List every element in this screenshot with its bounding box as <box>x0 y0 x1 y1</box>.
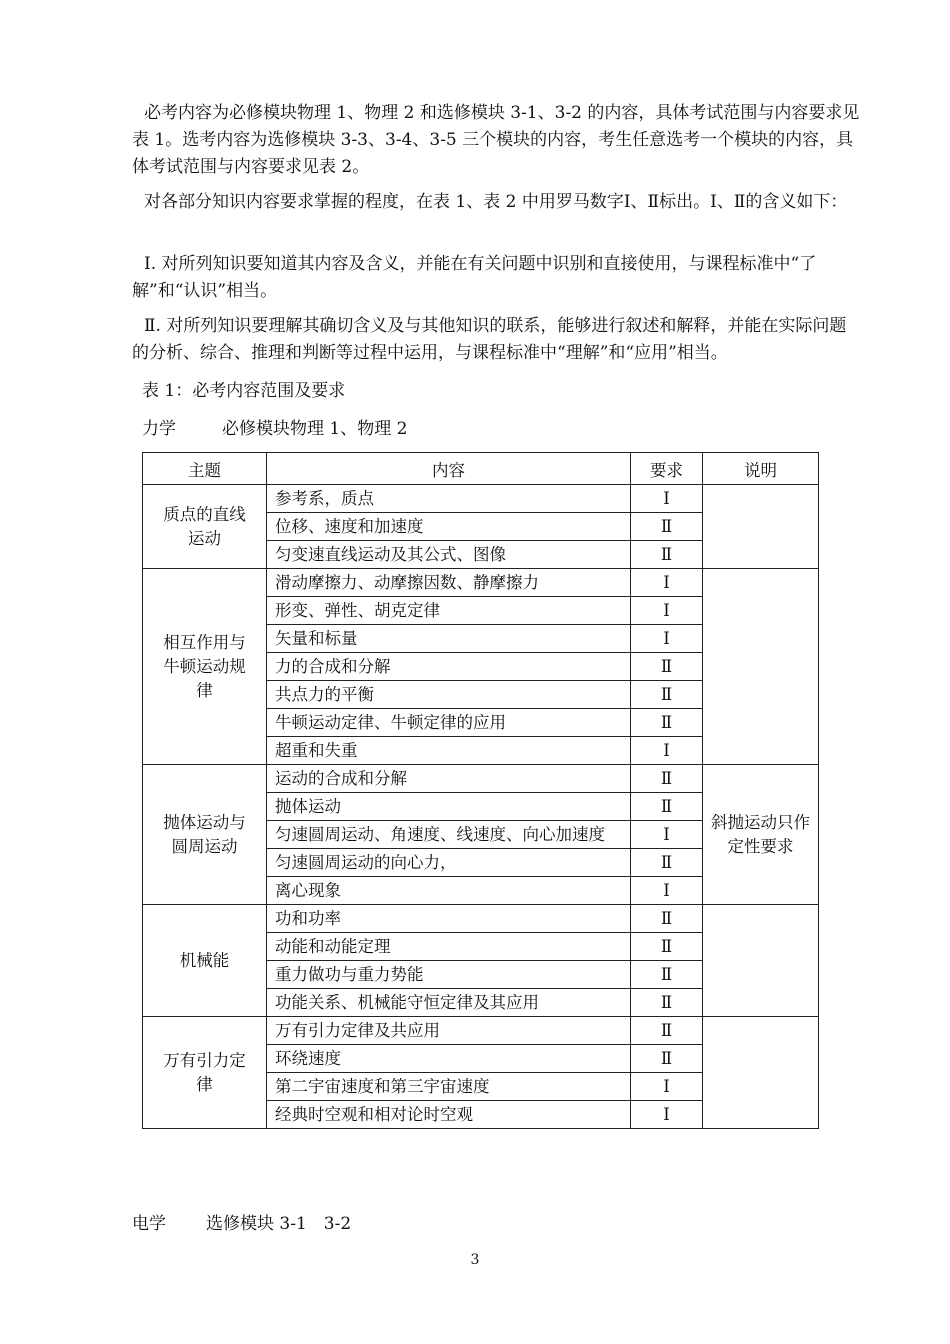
content-cell: 矢量和标量 <box>267 625 631 653</box>
note-cell <box>703 569 819 765</box>
content-cell: 环绕速度 <box>267 1045 631 1073</box>
section-heading-mechanics <box>142 414 407 439</box>
content-cell: 抛体运动 <box>267 793 631 821</box>
level-cell: Ⅰ <box>631 737 703 765</box>
paragraph-text: 必考内容为必修模块物理 1、物理 2 和选修模块 3-1、3-2 的内容，具体考试范围与内容要求见表 1。选考内容为选修模块 3-3、3-4、3-5 三个模块的内容，考生任意选考一个模块的内容，具体考试范围与内容要求见表 2。 <box>132 103 860 177</box>
level-cell: Ⅰ <box>631 821 703 849</box>
table-header-row <box>143 453 819 485</box>
table-caption: 表 1：必考内容范围及要求 <box>142 381 346 401</box>
content-cell: 力的合成和分解 <box>267 653 631 681</box>
table-body <box>143 485 819 1129</box>
content-cell: 位移、速度和加速度 <box>267 513 631 541</box>
content-cell: 匀速圆周运动的向心力， <box>267 849 631 877</box>
content-cell: 共点力的平衡 <box>267 681 631 709</box>
topic-cell: 相互作用与牛顿运动规律 <box>143 569 267 765</box>
content-cell: 万有引力定律及共应用 <box>267 1017 631 1045</box>
header-note: 说明 <box>703 453 819 485</box>
level-cell: Ⅱ <box>631 541 703 569</box>
paragraph-text: Ⅱ. 对所列知识要理解其确切含义及与其他知识的联系，能够进行叙述和解释，并能在实际问题的分析、综合、推理和判断等过程中运用，与课程标准中“理解”和“应用”相当。 <box>132 316 847 363</box>
level-cell: Ⅰ <box>631 877 703 905</box>
level-cell: Ⅰ <box>631 1101 703 1129</box>
level-cell: Ⅱ <box>631 933 703 961</box>
note-cell <box>703 905 819 1017</box>
content-cell: 功和功率 <box>267 905 631 933</box>
level-cell: Ⅱ <box>631 1045 703 1073</box>
paragraph-level-intro <box>132 189 860 216</box>
content-cell: 滑动摩擦力、动摩擦因数、静摩擦力 <box>267 569 631 597</box>
content-cell: 离心现象 <box>267 877 631 905</box>
level-cell: Ⅰ <box>631 1073 703 1101</box>
content-cell: 超重和失重 <box>267 737 631 765</box>
content-cell: 第二宇宙速度和第三宇宙速度 <box>267 1073 631 1101</box>
content-cell: 重力做功与重力势能 <box>267 961 631 989</box>
content-cell: 参考系，质点 <box>267 485 631 513</box>
table-row <box>143 485 819 513</box>
requirements-table <box>142 452 819 1129</box>
paragraph-level-one <box>132 251 860 305</box>
level-cell: Ⅱ <box>631 1017 703 1045</box>
content-cell: 匀速圆周运动、角速度、线速度、向心加速度 <box>267 821 631 849</box>
paragraph-level-two <box>132 313 860 367</box>
content-cell: 形变、弹性、胡克定律 <box>267 597 631 625</box>
content-cell: 牛顿运动定律、牛顿定律的应用 <box>267 709 631 737</box>
table-row <box>143 569 819 597</box>
content-cell: 匀变速直线运动及其公式、图像 <box>267 541 631 569</box>
header-topic: 主题 <box>143 453 267 485</box>
level-cell: Ⅱ <box>631 765 703 793</box>
level-cell: Ⅱ <box>631 513 703 541</box>
level-cell: Ⅱ <box>631 989 703 1017</box>
section-heading-electricity <box>132 1209 351 1234</box>
section-modules: 选修模块 3-1 3-2 <box>206 1214 352 1234</box>
content-cell: 功能关系、机械能守恒定律及其应用 <box>267 989 631 1017</box>
note-cell <box>703 485 819 569</box>
level-cell: Ⅰ <box>631 485 703 513</box>
level-cell: Ⅱ <box>631 905 703 933</box>
paragraph-text: Ⅰ. 对所列知识要知道其内容及含义，并能在有关问题中识别和直接使用，与课程标准中“了解”和“认识”相当。 <box>132 254 817 301</box>
header-level: 要求 <box>631 453 703 485</box>
level-cell: Ⅱ <box>631 709 703 737</box>
content-cell: 动能和动能定理 <box>267 933 631 961</box>
level-cell: Ⅰ <box>631 625 703 653</box>
level-cell: Ⅱ <box>631 793 703 821</box>
section-modules: 必修模块物理 1、物理 2 <box>222 419 408 439</box>
level-cell: Ⅱ <box>631 961 703 989</box>
note-cell <box>703 1017 819 1129</box>
level-cell: Ⅱ <box>631 653 703 681</box>
content-cell: 经典时空观和相对论时空观 <box>267 1101 631 1129</box>
topic-cell: 质点的直线运动 <box>143 485 267 569</box>
level-cell: Ⅱ <box>631 681 703 709</box>
topic-cell: 机械能 <box>143 905 267 1017</box>
table-row <box>143 905 819 933</box>
level-cell: Ⅰ <box>631 597 703 625</box>
topic-cell: 抛体运动与圆周运动 <box>143 765 267 905</box>
paragraph-exam-scope <box>132 100 860 181</box>
section-subject: 力学 <box>142 419 176 439</box>
level-cell: Ⅱ <box>631 849 703 877</box>
level-cell: Ⅰ <box>631 569 703 597</box>
section-subject: 电学 <box>132 1214 166 1234</box>
page-number: 3 <box>470 1252 480 1268</box>
table-row <box>143 765 819 793</box>
table-row <box>143 1017 819 1045</box>
paragraph-text: 对各部分知识内容要求掌握的程度，在表 1、表 2 中用罗马数字Ⅰ、Ⅱ标出。Ⅰ、Ⅱ的含义如下： <box>144 192 848 212</box>
header-content: 内容 <box>267 453 631 485</box>
topic-cell: 万有引力定律 <box>143 1017 267 1129</box>
note-cell: 斜抛运动只作定性要求 <box>703 765 819 905</box>
content-cell: 运动的合成和分解 <box>267 765 631 793</box>
